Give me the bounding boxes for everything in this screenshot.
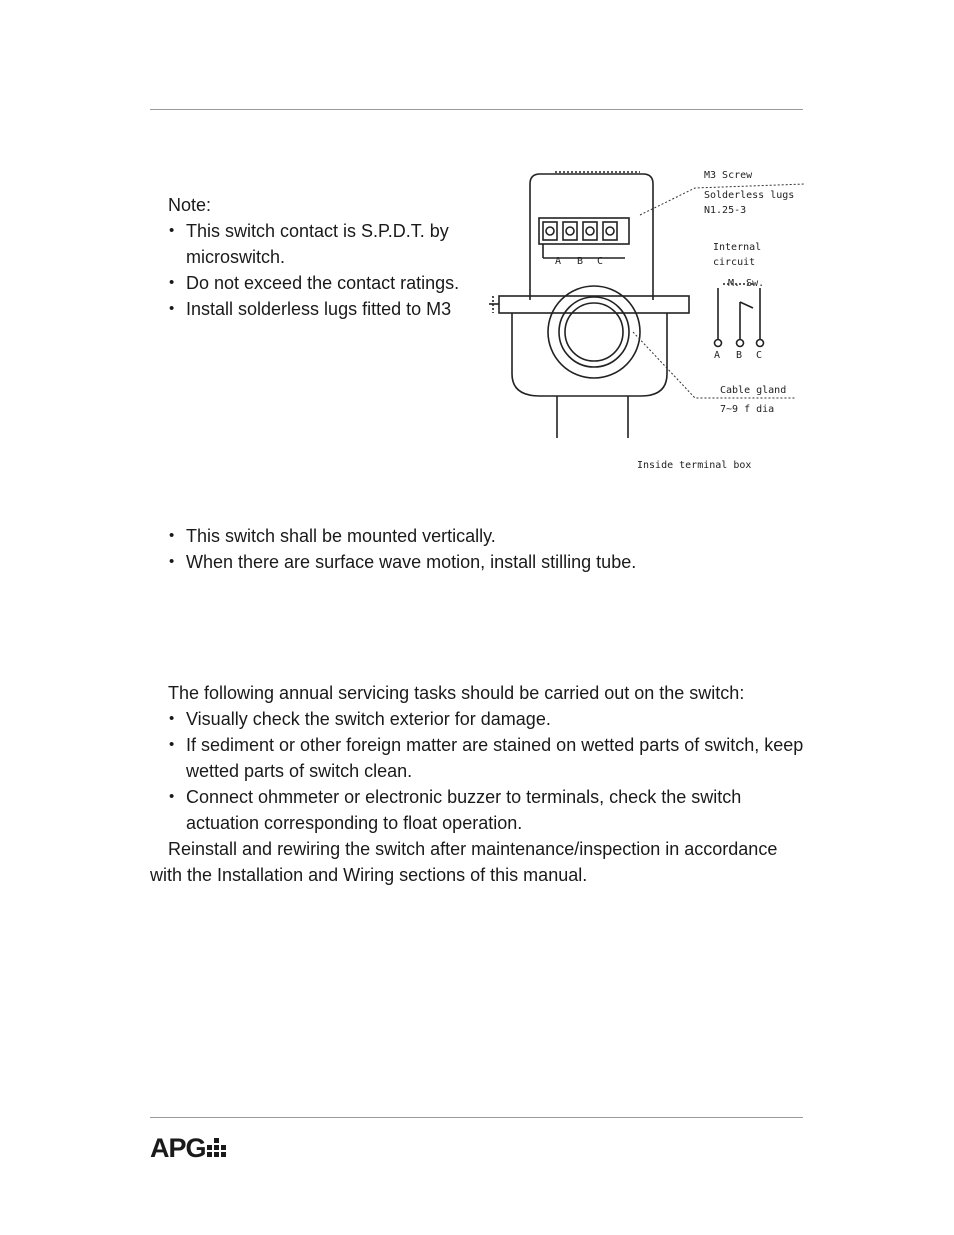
mounting-item: • When there are surface wave motion, install stilling tube.: [168, 549, 808, 575]
internal-label: Internal: [713, 242, 762, 253]
terminal-label-a: A: [555, 256, 562, 267]
lugs-label: Solderless lugs: [704, 190, 795, 201]
footer-rule: [150, 1117, 803, 1118]
screw-label: M3 Screw: [704, 170, 753, 181]
lugs-spec-label: N1.25-3: [704, 205, 747, 216]
cable-gland-spec-label: 7~9 f dia: [720, 404, 775, 415]
note-item: • Do not exceed the contact ratings.: [168, 270, 478, 296]
maintenance-item: • Visually check the switch exterior for damage.: [168, 706, 810, 732]
apg-logo: [150, 1133, 227, 1163]
note-title: Note:: [168, 195, 212, 215]
mounting-item: • This switch shall be mounted vertically.: [168, 523, 808, 549]
maintenance-item: • Connect ohmmeter or electronic buzzer to terminals, check the switch actuation corresponding to float operation.: [168, 784, 810, 836]
circuit-label-a: A: [714, 350, 721, 361]
terminal-label-b: B: [577, 256, 584, 267]
note-list: [168, 218, 478, 322]
mounting-list: [168, 523, 808, 575]
maintenance-block: [150, 680, 810, 888]
logo-grid-icon: [207, 1138, 227, 1158]
logo-text: APG: [150, 1133, 206, 1163]
circuit-label: circuit: [713, 257, 756, 268]
maintenance-closing: Reinstall and rewiring the switch after maintenance/inspection in accordance with the Installation and Wiring sections of this manual.: [150, 839, 778, 885]
circuit-label-b: B: [736, 350, 743, 361]
maintenance-item: • If sediment or other foreign matter are stained on wetted parts of switch, keep wetted parts of switch clean.: [168, 732, 810, 784]
figure-caption: Inside terminal box: [637, 460, 752, 471]
terminal-label-c: C: [597, 256, 604, 267]
cable-gland-label: Cable gland: [720, 385, 787, 396]
maintenance-list: [168, 706, 810, 836]
note-item: • This switch contact is S.P.D.T. by microswitch.: [168, 218, 478, 270]
header-rule: [150, 109, 803, 110]
mounting-block: [168, 523, 808, 575]
note-item: • Install solderless lugs fitted to M3: [168, 296, 478, 322]
circuit-label-c: C: [756, 350, 763, 361]
maintenance-intro: The following annual servicing tasks should be carried out on the switch:: [168, 683, 745, 703]
terminal-box-diagram: [485, 160, 810, 480]
note-block: [168, 192, 478, 322]
microswitch-label: M. Sw.: [728, 278, 765, 289]
